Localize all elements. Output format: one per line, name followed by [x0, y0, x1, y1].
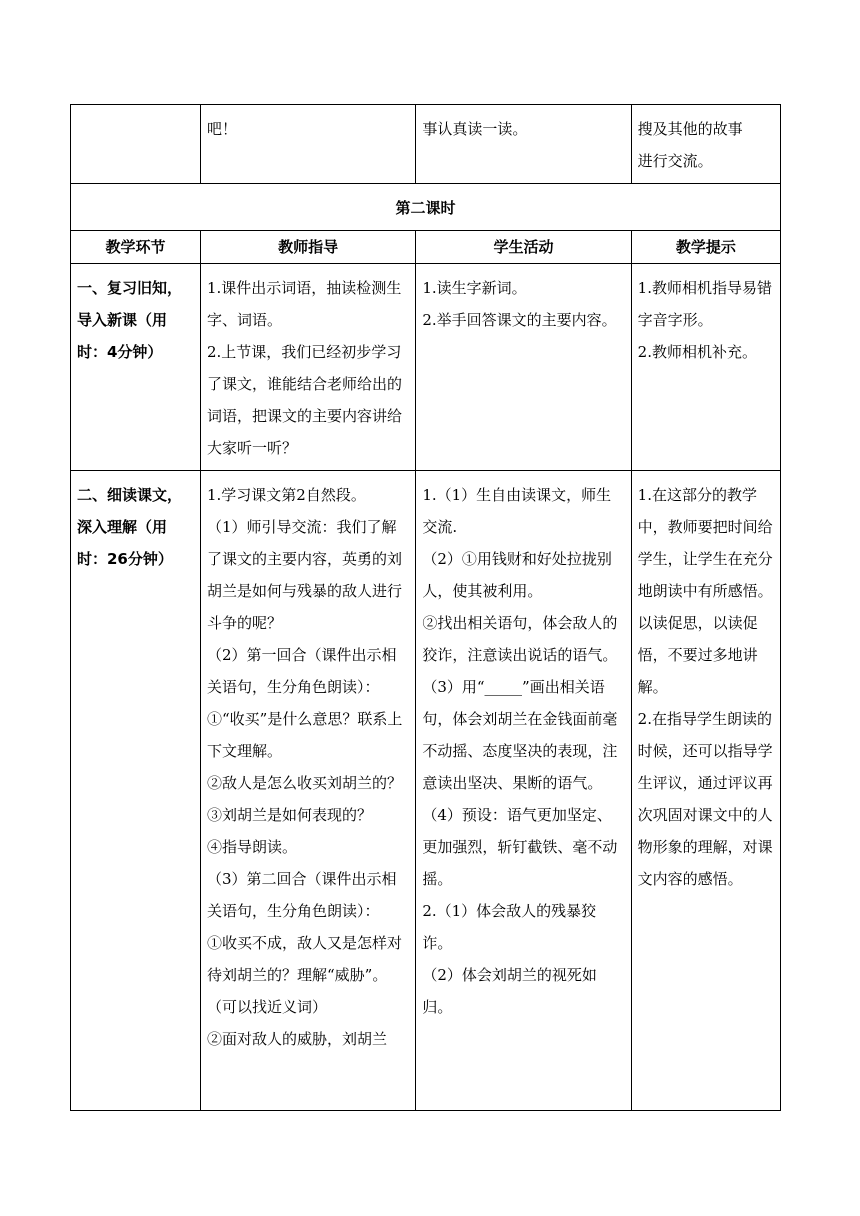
continuation-section-cell — [71, 105, 201, 184]
tips-cell-review: 1.教师相机指导易错字音字形。 2.教师相机补充。 — [631, 264, 780, 471]
student-cell-close-reading: 1.（1）生自由读课文，师生交流. （2）①用钱财和好处拉拢别人，使其被利用。 ②找出相关语句，体会敌人的狡诈，注意读出说话的语气。 （3）用“_____”画出相关语句，体会刘胡兰在金钱面前毫不动摇、态度坚决的表现，注意读出坚决、果断的语气。 （4）预设：语气更加坚定、更加强烈，斩钉截铁、毫不动摇。 2.（1）体会敌人的残暴狡诈。 （2）体会刘胡兰的视死如归。 — [416, 471, 631, 1111]
section-review: 一、复习旧知，导入新课（用时：4分钟） — [71, 264, 201, 471]
continuation-tips-cell: 搜及其他的故事 进行交流。 — [631, 105, 780, 184]
header-row — [71, 231, 781, 264]
session-title: 第二课时 — [71, 184, 781, 231]
header-teacher: 教师指导 — [201, 231, 416, 264]
teacher-cell-close-reading: 1.学习课文第2自然段。 （1）师引导交流：我们了解了课文的主要内容，英勇的刘胡兰是如何与残暴的敌人进行斗争的呢？ （2）第一回合（课件出示相关语句，生分角色朗读）： ①“收买”是什么意思？联系上下文理解。 ②敌人是怎么收买刘胡兰的？ ③刘胡兰是如何表现的？ ④指导朗读。 （3）第二回合（课件出示相关语句，生分角色朗读）： ①收买不成，敌人又是怎样对待刘胡兰的？理解“威胁”。（可以找近义词） ②面对敌人的威胁，刘胡兰 — [201, 471, 416, 1111]
table-row-close-reading — [71, 471, 781, 1111]
header-student: 学生活动 — [416, 231, 631, 264]
header-tips: 教学提示 — [631, 231, 780, 264]
student-cell-review: 1.读生字新词。 2.举手回答课文的主要内容。 — [416, 264, 631, 471]
header-section: 教学环节 — [71, 231, 201, 264]
lesson-plan-table — [70, 104, 781, 1111]
continuation-row — [71, 105, 781, 184]
table-row-review — [71, 264, 781, 471]
session-title-row — [71, 184, 781, 231]
tips-cell-close-reading: 1.在这部分的教学中，教师要把时间给学生，让学生在充分地朗读中有所感悟。以读促思，以读促悟，不要过多地讲解。 2.在指导学生朗读的时候，还可以指导学生评议，通过评议再次巩固对课文中的人物形象的理解，对课文内容的感悟。 — [631, 471, 780, 1111]
teacher-cell-review: 1.课件出示词语，抽读检测生字、词语。 2.上节课，我们已经初步学习了课文，谁能结合老师给出的词语，把课文的主要内容讲给大家听一听？ — [201, 264, 416, 471]
section-close-reading: 二、细读课文，深入理解（用时：26分钟） — [71, 471, 201, 1111]
continuation-student-cell: 事认真读一读。 — [416, 105, 631, 184]
continuation-teacher-cell: 吧！ — [201, 105, 416, 184]
